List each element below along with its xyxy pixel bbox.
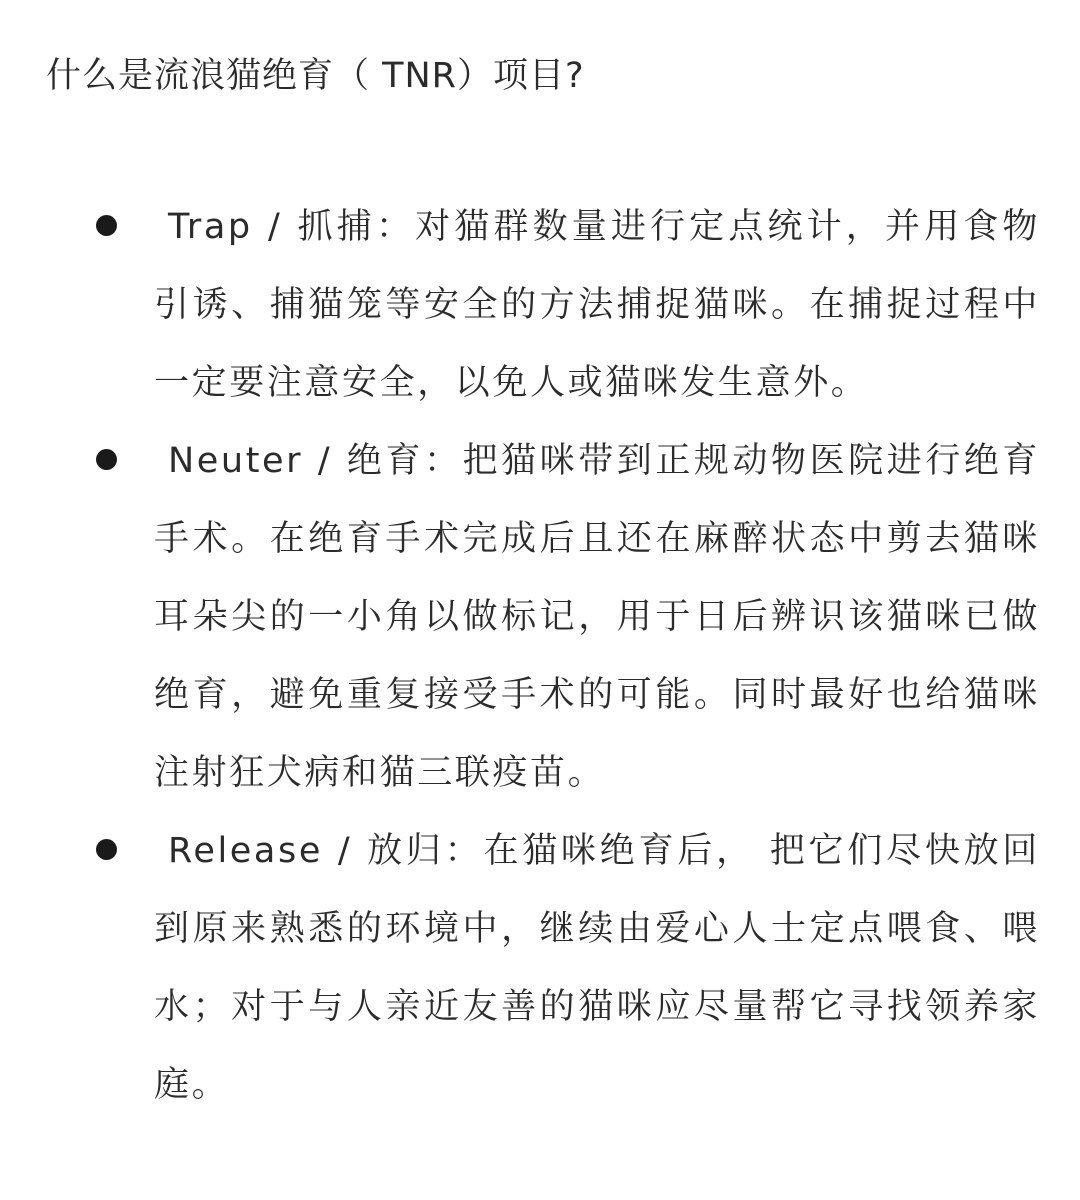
item-text — [154, 812, 1040, 1124]
bullet-icon — [96, 449, 117, 470]
bullet-icon — [96, 215, 117, 236]
list-item-release — [0, 812, 1080, 1124]
item-description: 把猫咪带到正规动物医院进行绝育手术。在绝育手术完成后且还在麻醉状态中剪去猫咪耳朵尖的一小角以做标记，用于日后辨识该猫咪已做绝育，避免重复接受手术的可能。同时最好也给猫咪注射狂犬病和猫三联疫苗。 — [154, 441, 1040, 793]
item-text — [154, 422, 1040, 812]
item-term: Release / 放归： — [168, 831, 484, 871]
page-title: 什么是流浪猫绝育（ TNR）项目? — [46, 56, 585, 96]
tnr-steps-list — [0, 188, 1080, 1124]
bullet-icon — [96, 839, 117, 860]
list-item-neuter — [0, 422, 1080, 812]
item-text — [154, 188, 1040, 422]
item-description: 对猫群数量进行定点统计，并用食物引诱、捕猫笼等安全的方法捕捉猫咪。在捕捉过程中一定要注意安全，以免人或猫咪发生意外。 — [154, 207, 1040, 403]
item-term: Neuter / 绝育： — [168, 441, 463, 481]
item-description: 在猫咪绝育后， 把它们尽快放回到原来熟悉的环境中，继续由爱心人士定点喂食、喂水；对于与人亲近友善的猫咪应尽量帮它寻找领养家庭。 — [154, 831, 1040, 1105]
list-item-trap — [0, 188, 1080, 422]
item-term: Trap / 抓捕： — [168, 207, 416, 247]
